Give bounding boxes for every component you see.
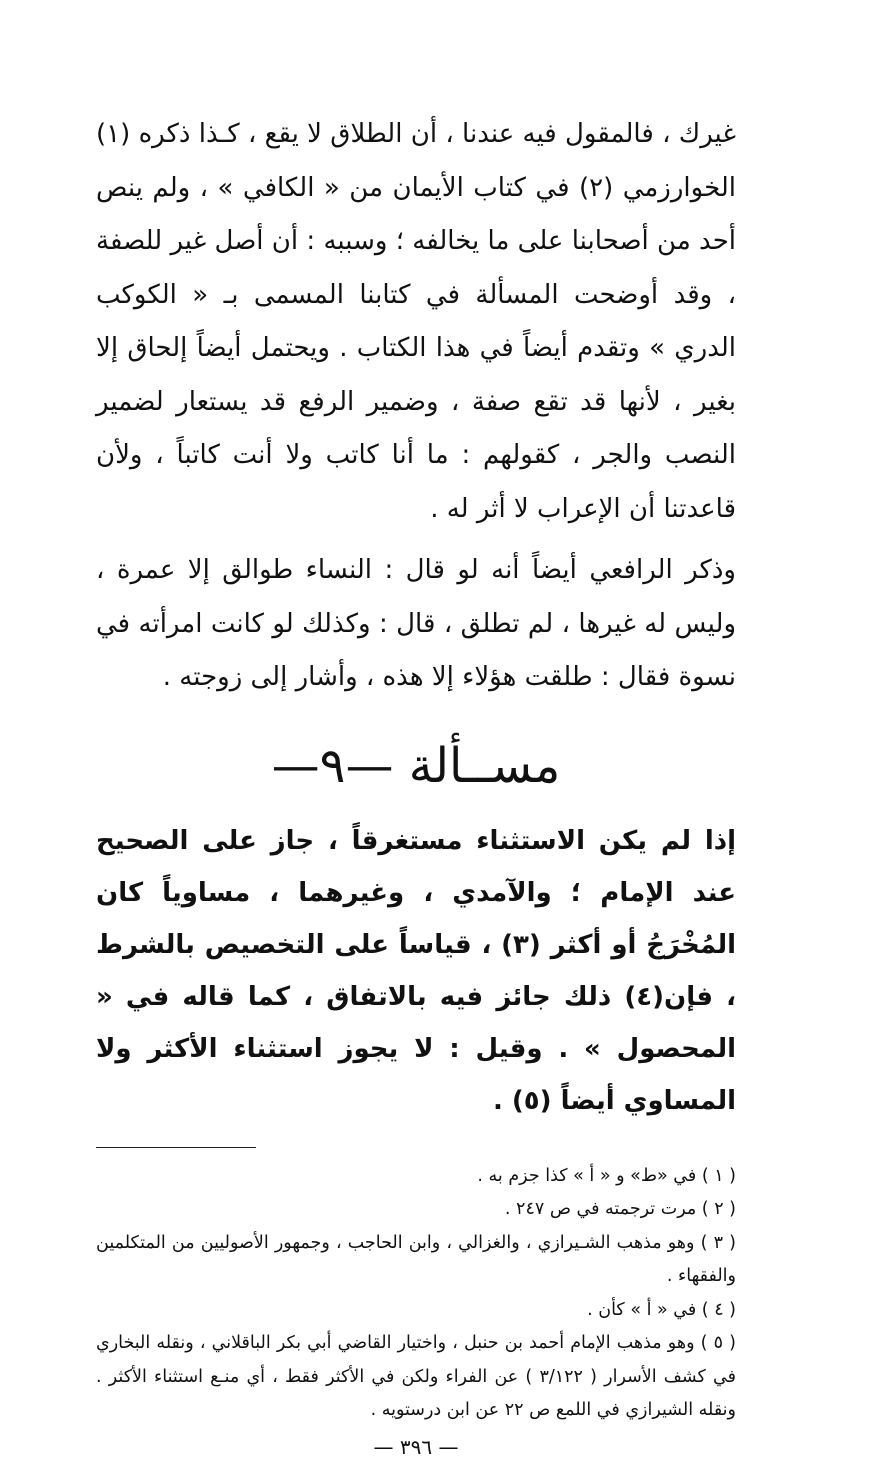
book-page: [96, 108, 736, 1464]
footnote-3: ( ٣ ) وهو مذهب الشـيرازي ، والغزالي ، وابن الحاجب ، وجمهور الأصوليين من المتكلمين والفقهاء .: [96, 1232, 736, 1286]
paragraph-1: غيرك ، فالمقول فيه عندنا ، أن الطلاق لا يقع ، كـذا ذكره (١) الخوارزمي (٢) في كتاب الأيمان من « الكافي » ، ولم ينص أحد من أصحابنا على ما يخالفه ؛ وسببه : أن أصل غير للصفة ، وقد أوضحت المسألة في كتابنا المسمى بـ « الكوكب الدري » وتقدم أيضاً في هذا الكتاب . ويحتمل أيضاً إلحاق إلا بغير ، لأنها قد تقع صفة ، وضمير الرفع قد يستعار لضمير النصب والجر ، كقولهم : ما أنا كاتب ولا أنت كاتباً ، ولأن قاعدتنا أن الإعراب لا أثر له .: [96, 119, 737, 524]
footnote-separator: [96, 1147, 256, 1148]
footnote-1: ( ١ ) في «ط» و « أ » كذا جزم به .: [477, 1165, 736, 1186]
section-heading: مســألة —٩—: [271, 737, 561, 794]
paragraph-2: وذكر الرافعي أيضاً أنه لو قال : النساء طوالق إلا عمرة ، وليس له غيرها ، لم تطلق ، قال : وكذلك لو كانت امرأته في نسوة فقال : طلقت هؤلاء إلا هذه ، وأشار إلى زوجته .: [96, 555, 736, 692]
main-text: [96, 108, 736, 705]
footnote-5: ( ٥ ) وهو مذهب الإمام أحمد بن حنبل ، واختيار القاضي أبي بكر الباقلاني ، ونقله البخاري في كشف الأسرار ( ٣/١٢٢ ) عن الفراء ولكن في الأكثر فقط ، أي منـع استثناء الأكثر . ونقله الشيرازي في اللمع ص ٢٢ عن ابن درستويه .: [96, 1333, 737, 1420]
footnote-2: ( ٢ ) مرت ترجمته في ص ٢٤٧ .: [504, 1199, 736, 1219]
page-number: — ٣٩٦ —: [373, 1434, 459, 1459]
footnote-4: ( ٤ ) في « أ » كأن .: [587, 1299, 736, 1320]
footnotes: [96, 1160, 736, 1428]
masala-paragraph: إذا لم يكن الاستثناء مستغرقاً ، جاز على الصحيح عند الإمام ؛ والآمدي ، وغيرهما ، مساوياً كان المُخْرَجُ أو أكثر (٣) ، قياساً على التخصيص بالشرط ، فإن(٤) ذلك جائز فيه بالاتفاق ، كما قاله في « المحصول » . وقيل : لا يجوز استثناء الأكثر ولا المساوي أيضاً (٥) .: [96, 825, 736, 1116]
